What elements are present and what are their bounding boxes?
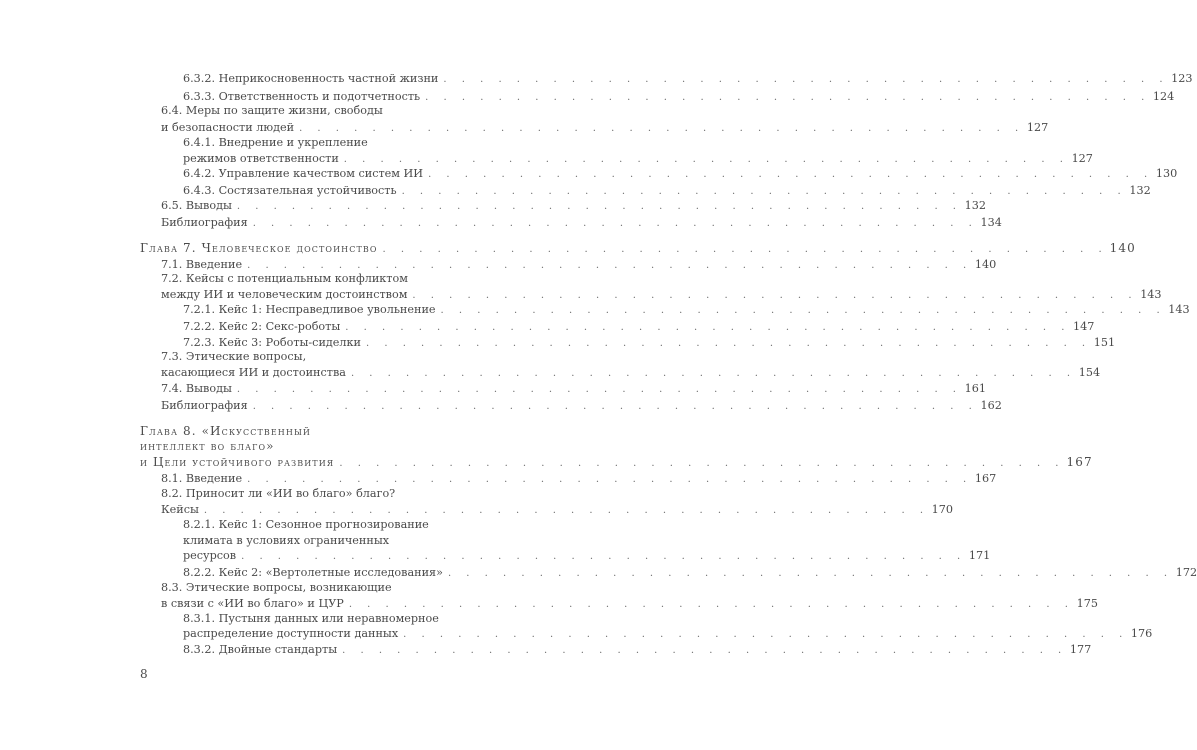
entry-title: и безопасности людей	[161, 121, 297, 135]
toc-entry	[161, 272, 411, 286]
toc-entry	[161, 199, 986, 214]
entry-page-number: 175	[1076, 597, 1098, 610]
dot-leader: . . . . . . . . . . . . . . . . . . . . . . . . . . . . . . . . . . . . . . . .	[252, 218, 978, 229]
dot-leader: . . . . . . . . . . . . . . . . . . . . . . . . . . . . . . . . . . . . . . . .	[425, 92, 1151, 103]
toc-entry	[161, 258, 997, 273]
entry-page-number: 140	[1109, 241, 1136, 255]
dot-leader: . . . . . . . . . . . . . . . . . . . . . . . . . . . . . . . . . . . . . . . .	[447, 568, 1174, 579]
dot-leader: . . . . . . . . . . . . . . . . . . . . . . . . . . . . . . . . . . . . . . . .	[236, 201, 962, 212]
entry-title: Библиография	[161, 399, 251, 413]
toc-entry	[161, 472, 997, 487]
toc-entry	[183, 152, 1093, 167]
entry-title: 6.5. Выводы	[161, 199, 235, 213]
dot-leader: . . . . . . . . . . . . . . . . . . . . . . . . . . . . . . . . . . . . . . . .	[443, 74, 1169, 85]
entry-page-number: 161	[964, 382, 986, 395]
toc-entry	[161, 366, 1101, 381]
toc-entry	[183, 566, 1197, 581]
toc-entry	[161, 597, 1098, 612]
dot-leader: . . . . . . . . . . . . . . . . . . . . . . . . . . . . . . . . . . . . . . . .	[412, 290, 1138, 301]
entry-title: климата в условиях ограниченных	[183, 534, 392, 547]
entry-page-number: 167	[974, 472, 997, 485]
entry-page-number: 143	[1168, 303, 1190, 316]
entry-title: распределение доступности данных	[183, 627, 401, 641]
entry-page-number: 151	[1093, 336, 1116, 349]
toc-entry	[161, 288, 1162, 303]
toc-entry	[161, 216, 1002, 231]
toc-entry	[183, 336, 1116, 351]
entry-page-number: 123	[1171, 72, 1193, 85]
dot-leader: . . . . . . . . . . . . . . . . . . . . . . . . . . . . . . . . . . . . . . . .	[401, 186, 1127, 197]
entry-title: 6.4. Меры по защите жизни, свободы	[161, 104, 386, 117]
entry-page-number: 176	[1130, 627, 1153, 640]
toc-entry	[161, 487, 398, 501]
toc-entry	[183, 303, 1190, 318]
entry-title: и Цели устойчивого развития	[140, 455, 337, 469]
entry-title: 8.3.1. Пустыня данных или неравномерное	[183, 612, 442, 625]
dot-leader: . . . . . . . . . . . . . . . . . . . . . . . . . . . . . . . . . . . . . . . .	[342, 645, 1068, 656]
entry-title: 8.2.1. Кейс 1: Сезонное прогнозирование	[183, 518, 432, 531]
entry-page-number: 167	[1066, 455, 1093, 469]
dot-leader: . . . . . . . . . . . . . . . . . . . . . . . . . . . . . . . . . . . . . . . .	[350, 368, 1077, 379]
entry-title: 6.3.3. Ответственность и подотчетность	[183, 90, 423, 104]
entry-title: 6.3.2. Неприкосновенность частной жизни	[183, 72, 441, 86]
dot-leader: . . . . . . . . . . . . . . . . . . . . . . . . . . . . . . . . . . . . . . . .	[428, 169, 1154, 180]
entry-title: 7.2. Кейсы с потенциальным конфликтом	[161, 272, 411, 285]
chapter-entry	[140, 241, 1136, 257]
entry-title: Библиография	[161, 216, 251, 230]
dot-leader: . . . . . . . . . . . . . . . . . . . . . . . . . . . . . . . . . . . . . . . .	[382, 244, 1108, 255]
dot-leader: . . . . . . . . . . . . . . . . . . . . . . . . . . . . . . . . . . . . . . . .	[348, 599, 1074, 610]
entry-title: Глава 8. «Искусственный	[140, 424, 314, 438]
entry-title: интеллект во благо»	[140, 439, 278, 453]
entry-title: 7.2.2. Кейс 2: Секс-роботы	[183, 320, 343, 334]
entry-title: 6.4.2. Управление качеством систем ИИ	[183, 167, 426, 181]
toc-entry	[183, 90, 1175, 105]
entry-title: 7.1. Введение	[161, 258, 245, 272]
chapter-entry	[140, 424, 314, 438]
entry-page-number: 132	[964, 199, 986, 212]
toc-entry	[183, 72, 1193, 87]
entry-page-number: 170	[931, 503, 954, 516]
entry-page-number: 162	[980, 399, 1002, 412]
toc-entry	[161, 503, 954, 518]
toc-entry	[183, 612, 442, 626]
toc-entry	[183, 167, 1178, 182]
dot-leader: . . . . . . . . . . . . . . . . . . . . . . . . . . . . . . . . . . . . . . . .	[247, 260, 973, 271]
toc-entry	[183, 184, 1151, 199]
dot-leader: . . . . . . . . . . . . . . . . . . . . . . . . . . . . . . . . . . . . . . . .	[365, 338, 1092, 349]
toc-entry	[183, 136, 371, 150]
entry-page-number: 140	[974, 258, 997, 271]
chapter-entry	[140, 439, 278, 453]
entry-page-number: 177	[1069, 643, 1092, 656]
entry-page-number: 143	[1140, 288, 1162, 301]
entry-page-number: 132	[1129, 184, 1151, 197]
entry-title: 8.2.2. Кейс 2: «Вертолетные исследования»	[183, 566, 446, 580]
entry-title: 7.3. Этические вопросы,	[161, 350, 309, 363]
entry-title: в связи с «ИИ во благо» и ЦУР	[161, 597, 347, 611]
toc-entry	[183, 320, 1095, 335]
entry-title: 8.3. Этические вопросы, возникающие	[161, 581, 395, 594]
dot-leader: . . . . . . . . . . . . . . . . . . . . . . . . . . . . . . . . . . . . . . . .	[236, 384, 962, 395]
entry-title: между ИИ и человеческим достоинством	[161, 288, 410, 302]
dot-leader: . . . . . . . . . . . . . . . . . . . . . . . . . . . . . . . . . . . . . . . .	[203, 505, 930, 516]
dot-leader: . . . . . . . . . . . . . . . . . . . . . . . . . . . . . . . . . . . . . . . .	[247, 474, 973, 485]
toc-entry	[161, 121, 1049, 136]
entry-page-number: 147	[1073, 320, 1095, 333]
entry-title: 6.4.1. Внедрение и укрепление	[183, 136, 371, 149]
entry-title: 7.2.3. Кейс 3: Роботы-сиделки	[183, 336, 364, 350]
entry-title: 7.4. Выводы	[161, 382, 235, 396]
entry-title: 8.1. Введение	[161, 472, 245, 486]
dot-leader: . . . . . . . . . . . . . . . . . . . . . . . . . . . . . . . . . . . . . . . .	[345, 322, 1071, 333]
entry-page-number: 171	[968, 549, 991, 562]
entry-title: режимов ответственности	[183, 152, 342, 166]
toc-entry	[161, 350, 309, 364]
toc-entry	[183, 643, 1092, 658]
toc-entry	[183, 534, 392, 548]
entry-page-number: 154	[1078, 366, 1101, 379]
toc-entry	[161, 581, 395, 595]
entry-page-number: 172	[1175, 566, 1197, 579]
dot-leader: . . . . . . . . . . . . . . . . . . . . . . . . . . . . . . . . . . . . . . . .	[403, 629, 1129, 640]
dot-leader: . . . . . . . . . . . . . . . . . . . . . . . . . . . . . . . . . . . . . . . .	[252, 401, 978, 412]
entry-title: 8.3.2. Двойные стандарты	[183, 643, 340, 657]
entry-page-number: 134	[980, 216, 1002, 229]
entry-title: касающиеся ИИ и достоинства	[161, 366, 349, 380]
dot-leader: . . . . . . . . . . . . . . . . . . . . . . . . . . . . . . . . . . . . . . . .	[339, 458, 1065, 469]
toc-entry	[183, 518, 432, 532]
entry-page-number: 130	[1155, 167, 1178, 180]
entry-page-number: 127	[1071, 152, 1093, 165]
entry-page-number: 124	[1152, 90, 1175, 103]
entry-title: 6.4.3. Состязательная устойчивость	[183, 184, 400, 198]
dot-leader: . . . . . . . . . . . . . . . . . . . . . . . . . . . . . . . . . . . . . . . .	[299, 123, 1025, 134]
entry-title: Глава 7. Человеческое достоинство	[140, 241, 381, 255]
entry-title: 7.2.1. Кейс 1: Несправедливое увольнение	[183, 303, 439, 317]
dot-leader: . . . . . . . . . . . . . . . . . . . . . . . . . . . . . . . . . . . . . . . .	[241, 551, 967, 562]
toc-entry	[161, 104, 386, 118]
chapter-entry	[140, 455, 1093, 471]
entry-page-number: 127	[1026, 121, 1049, 134]
entry-title: ресурсов	[183, 549, 239, 563]
toc-entry	[161, 382, 986, 397]
entry-title: 8.2. Приносит ли «ИИ во благо» благо?	[161, 487, 398, 500]
entry-title: Кейсы	[161, 503, 202, 517]
dot-leader: . . . . . . . . . . . . . . . . . . . . . . . . . . . . . . . . . . . . . . . .	[343, 154, 1069, 165]
toc-entry	[161, 399, 1002, 414]
dot-leader: . . . . . . . . . . . . . . . . . . . . . . . . . . . . . . . . . . . . . . . .	[440, 305, 1166, 316]
page-number: 8	[140, 667, 148, 681]
toc-entry	[183, 627, 1153, 642]
toc-entry	[183, 549, 991, 564]
